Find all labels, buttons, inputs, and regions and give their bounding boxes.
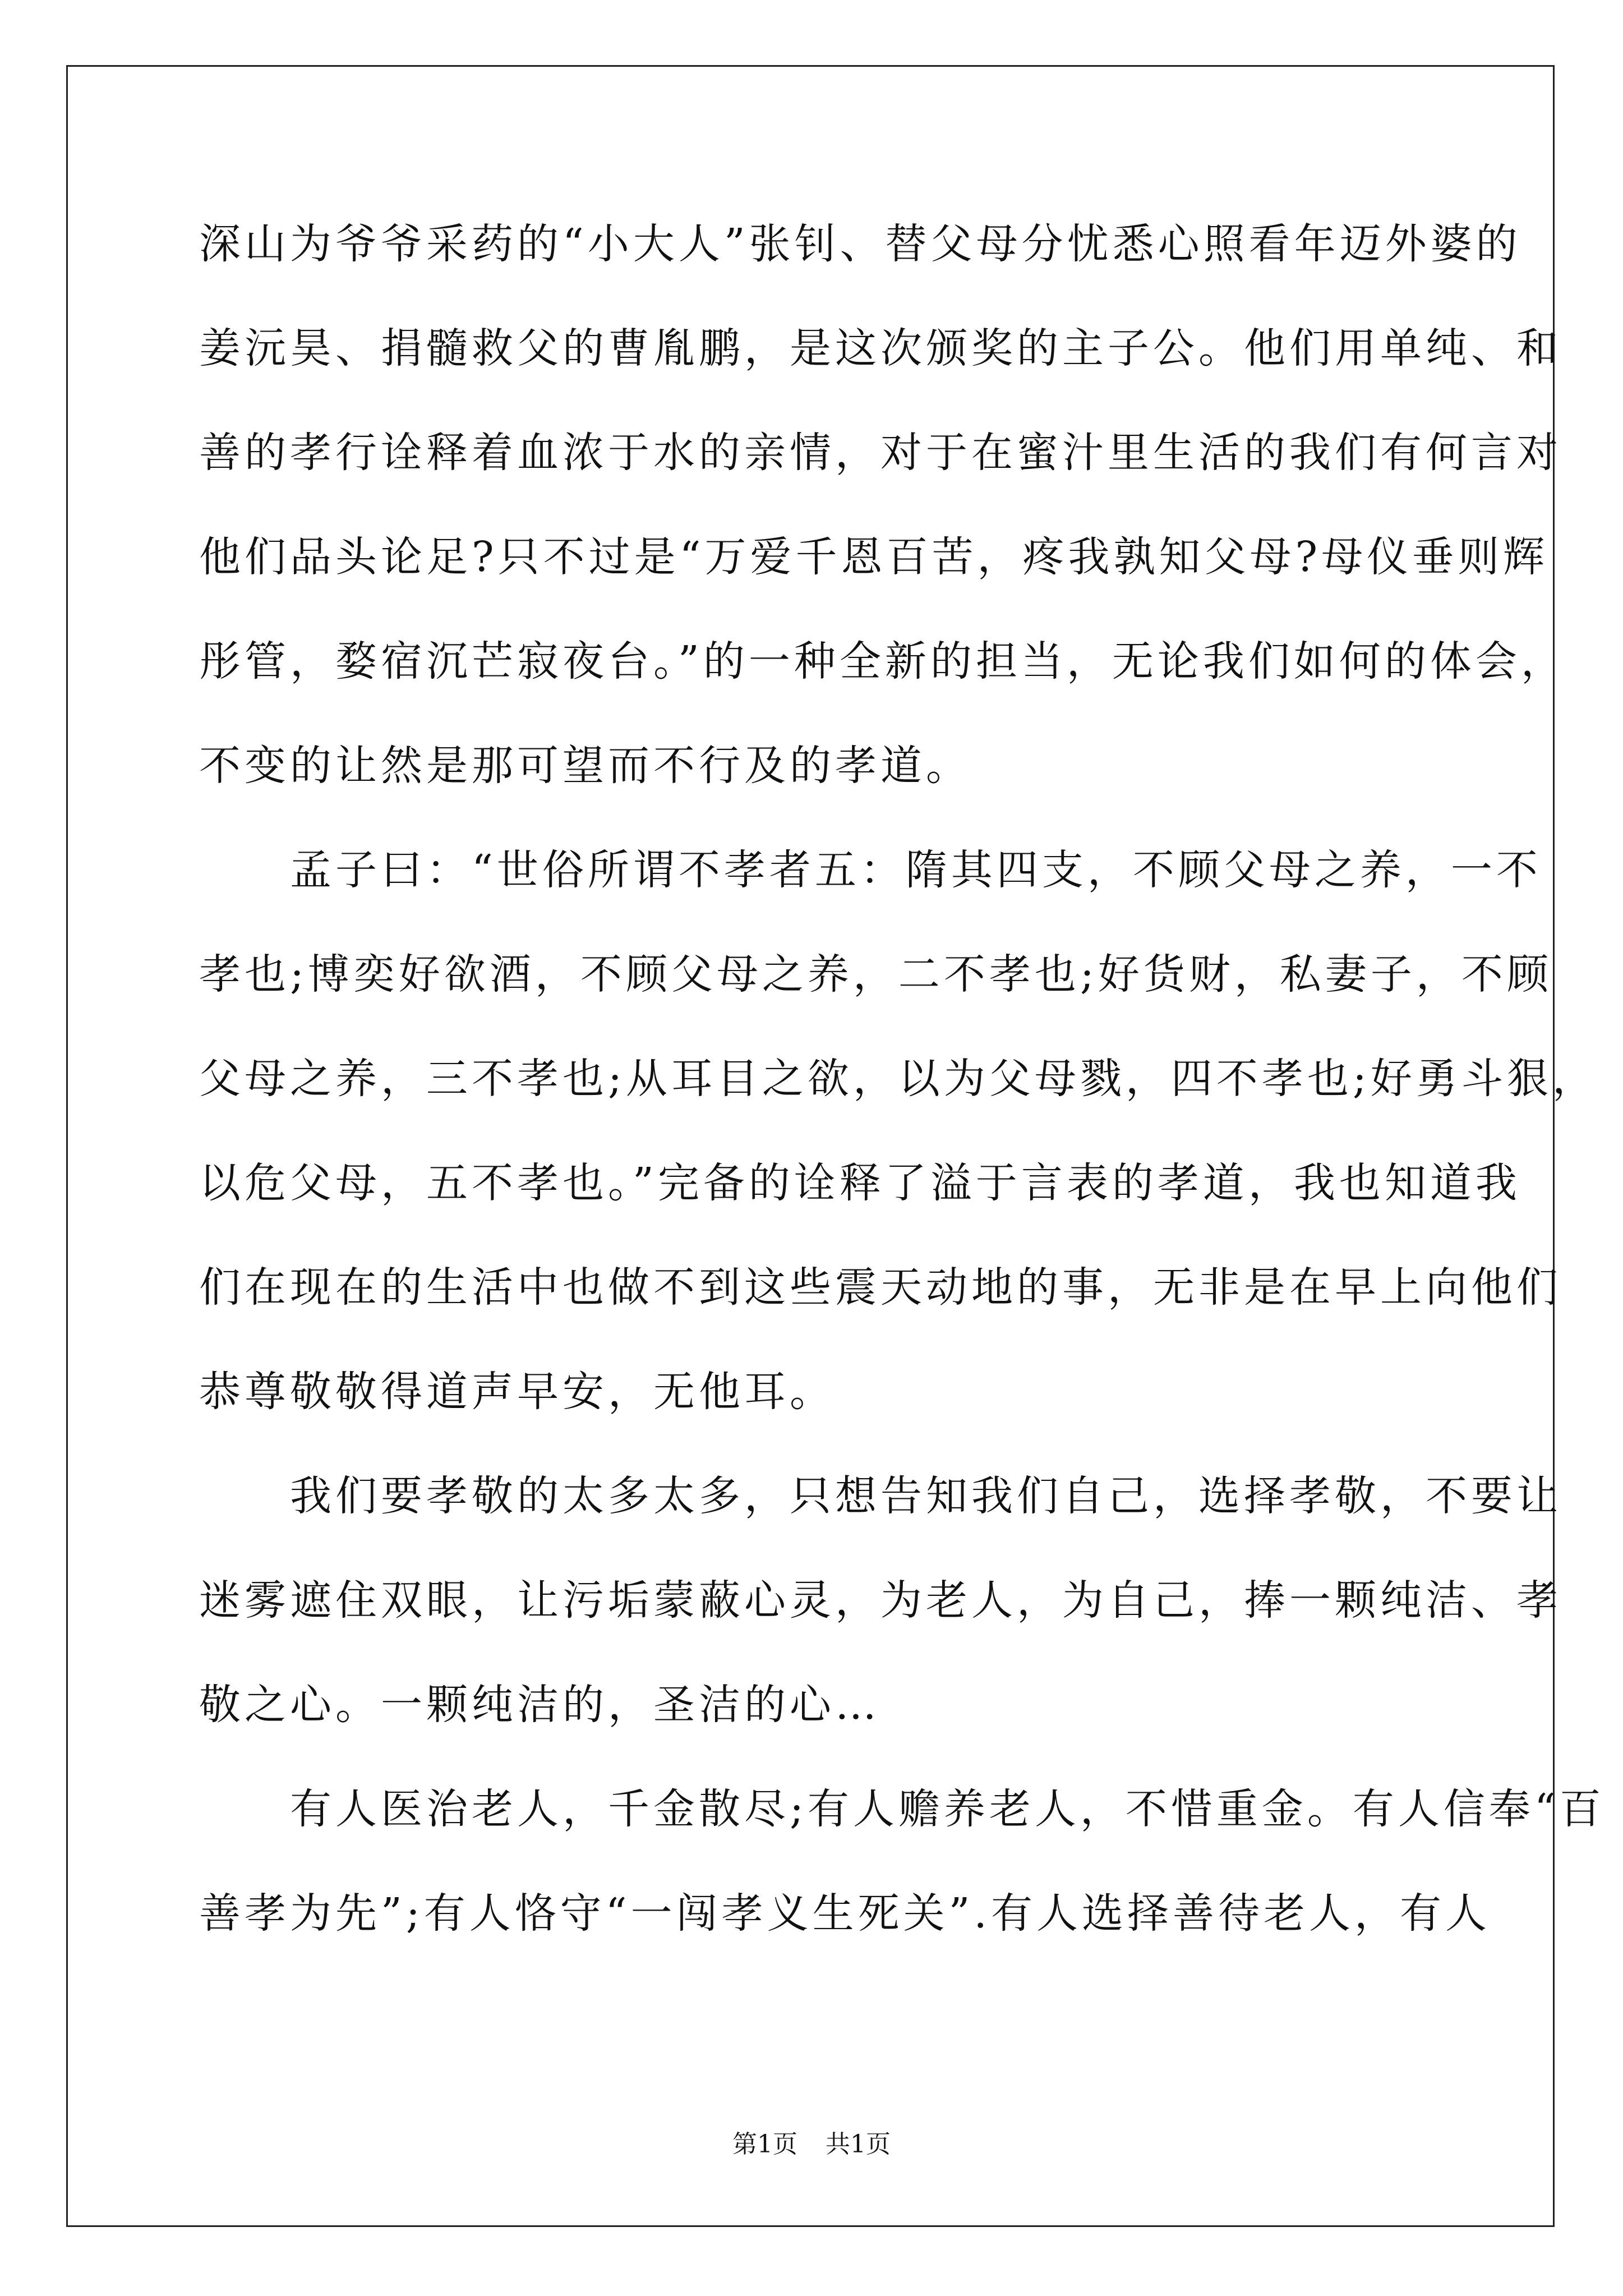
text-line: 彤管，婺宿沉芒寂夜台。”的一种全新的担当，无论我们如何的体会， <box>199 637 1566 685</box>
text-line: 姜沅昊、捐髓救父的曹胤鹏，是这次颁奖的主子公。他们用单纯、和 <box>199 324 1562 372</box>
total-pages: 共1页 <box>826 2130 891 2159</box>
text-line: 孟子曰：“世俗所谓不孝者五：隋其四支，不顾父母之养，一不 <box>199 846 1542 894</box>
text-line: 善的孝行诠释着血浓于水的亲情，对于在蜜汁里生活的我们有何言对 <box>199 429 1562 477</box>
text-line: 我们要孝敬的太多太多，只想告知我们自己，选择孝敬，不要让 <box>199 1472 1562 1520</box>
paragraph-2 <box>199 837 1598 1463</box>
page-number: 第1页 <box>732 2130 797 2159</box>
text-line: 敬之心。一颗纯洁的，圣洁的心… <box>199 1681 880 1729</box>
page-footer <box>0 2124 1623 2160</box>
paragraph-4 <box>199 1776 1605 1985</box>
text-line: 以危父母，五不孝也。”完备的诠释了溢于言表的孝道，我也知道我 <box>199 1159 1521 1207</box>
paragraph-3 <box>199 1463 1562 1776</box>
text-line: 孝也;博奕好欲酒，不顾父母之养，二不孝也;好货财，私妻子，不顾 <box>199 950 1552 999</box>
text-line: 迷雾遮住双眼，让污垢蒙蔽心灵，为老人，为自己，捧一颗纯洁、孝 <box>199 1576 1562 1625</box>
paragraph-1 <box>199 211 1566 837</box>
text-line: 他们品头论足?只不过是“万爱千恩百苦，疼我孰知父母?母仪垂则辉 <box>199 533 1549 581</box>
text-line: 深山为爷爷采药的“小大人”张钊、替父母分忧悉心照看年迈外婆的 <box>199 220 1521 268</box>
text-line: 有人医治老人，千金散尽;有人赡养老人，不惜重金。有人信奉“百 <box>199 1785 1605 1833</box>
text-line: 父母之养，三不孝也;从耳目之欲，以为父母戮，四不孝也;好勇斗狠， <box>199 1055 1598 1103</box>
text-line: 恭尊敬敬得道声早安，无他耳。 <box>199 1368 835 1416</box>
text-line: 善孝为先”;有人恪守“一闯孝义生死关”.有人选择善待老人，有人 <box>199 1889 1491 1938</box>
text-line: 们在现在的生活中也做不到这些震天动地的事，无非是在早上向他们 <box>199 1263 1562 1312</box>
text-line: 不变的让然是那可望而不行及的孝道。 <box>199 742 971 790</box>
document-body <box>199 211 1605 1985</box>
